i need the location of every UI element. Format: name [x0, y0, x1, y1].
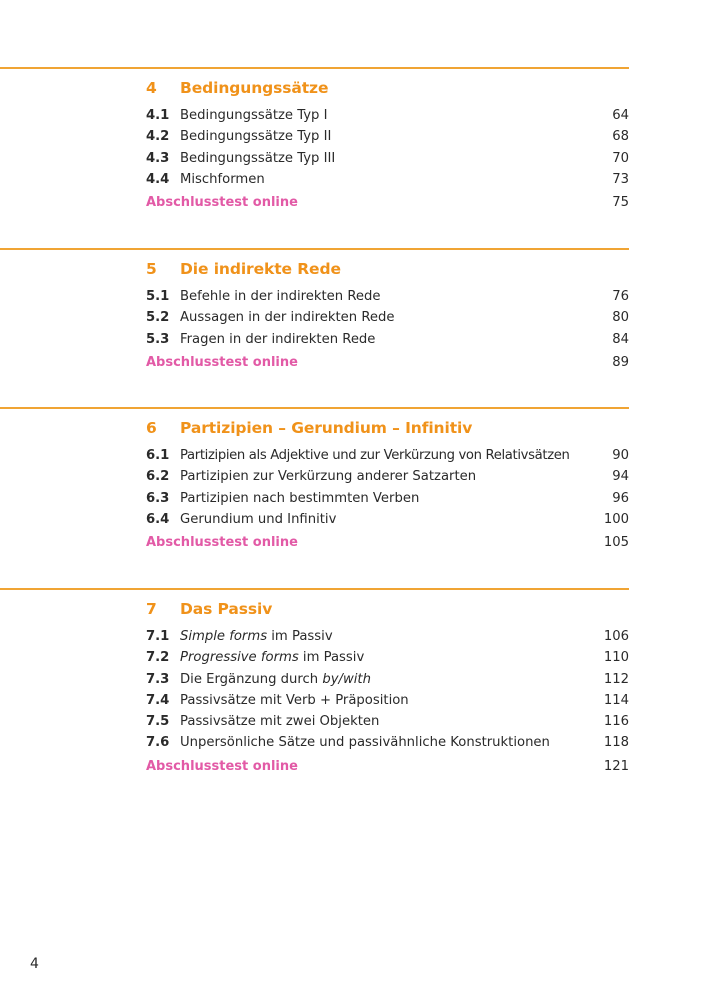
page-ref: 94 [612, 469, 629, 485]
chapter-title[interactable]: Die indirekte Rede [180, 260, 341, 278]
section-number: 6.1 [146, 448, 170, 463]
section-title: Fragen in der indirekten Rede [180, 331, 376, 347]
section-title-emphasis: Simple forms [180, 629, 268, 644]
chapter-title[interactable]: Partizipien – Gerundium – Infinitiv [180, 419, 473, 437]
section-title-emphasis: Progressive forms [180, 650, 299, 666]
final-test-label: Abschlusstest online [146, 354, 298, 370]
chapter-6 [0, 407, 629, 554]
toc-entry[interactable] [0, 105, 629, 126]
section-title: Gerundium und Infinitiv [180, 511, 337, 527]
page-number: 4 [30, 956, 39, 972]
page-ref: 106 [603, 629, 629, 644]
page-ref: 64 [612, 108, 629, 123]
page-ref: 105 [603, 535, 629, 551]
chapter-number: 6 [146, 419, 157, 437]
toc-entry[interactable] [0, 647, 629, 668]
page-ref: 70 [612, 150, 629, 166]
toc-entry[interactable] [0, 445, 629, 466]
section-title: Befehle in der indirekten Rede [180, 289, 381, 304]
page-ref: 80 [612, 310, 629, 326]
section-title: Unpersönliche Sätze und passivähnliche Konstruktionen [180, 735, 550, 751]
section-title: Passivsätze mit zwei Objekten [180, 714, 380, 730]
section-title: Aussagen in der indirekten Rede [180, 310, 395, 326]
page-ref: 73 [612, 171, 629, 187]
section-number: 7.5 [146, 714, 170, 730]
page-ref: 84 [612, 331, 629, 347]
section-title [180, 626, 333, 647]
chapter-heading [0, 600, 629, 626]
section-title [180, 647, 364, 668]
page-ref: 89 [612, 354, 629, 370]
toc-entry[interactable] [0, 466, 629, 487]
toc-entry[interactable] [0, 711, 629, 732]
toc-entry[interactable] [0, 148, 629, 169]
section-title: Partizipien zur Verkürzung anderer Satzarten [180, 469, 477, 485]
section-number: 4.4 [146, 171, 170, 187]
page-ref: 90 [612, 448, 629, 463]
chapter-number: 4 [146, 79, 157, 97]
toc-entry[interactable] [0, 488, 629, 509]
page-ref: 112 [603, 671, 629, 687]
section-title-rest: im Passiv [298, 650, 365, 666]
page-ref: 76 [612, 289, 629, 304]
final-test-label: Abschlusstest online [146, 195, 298, 211]
section-title-prefix: Die Ergänzung durch [180, 671, 323, 687]
section-title: Bedingungssätze Typ I [180, 108, 328, 123]
section-title: Bedingungssätze Typ III [180, 150, 336, 166]
page-ref: 116 [603, 714, 629, 730]
chapter-divider [0, 67, 629, 69]
chapter-divider [0, 588, 629, 590]
toc-entry[interactable] [0, 169, 629, 190]
chapter-divider [0, 248, 629, 250]
chapter-heading [0, 260, 629, 286]
section-number: 5.2 [146, 310, 170, 326]
chapter-title[interactable]: Das Passiv [180, 600, 273, 618]
section-number: 4.3 [146, 150, 170, 166]
toc-entry[interactable] [0, 690, 629, 711]
page-ref: 68 [612, 129, 629, 145]
final-test-label: Abschlusstest online [146, 758, 298, 774]
toc-entry[interactable] [0, 329, 629, 350]
page-ref: 100 [603, 511, 629, 527]
toc-entry[interactable] [0, 669, 629, 690]
final-test-link[interactable] [0, 532, 629, 554]
section-title [180, 669, 371, 690]
section-number: 7.4 [146, 692, 170, 708]
page-ref: 110 [603, 650, 629, 666]
section-title: Partizipien nach bestimmten Verben [180, 490, 420, 506]
chapter-4 [0, 67, 629, 214]
chapter-number: 7 [146, 600, 157, 618]
chapter-7 [0, 588, 629, 778]
toc-entry[interactable] [0, 126, 629, 147]
toc-entry[interactable] [0, 307, 629, 328]
chapter-title[interactable]: Bedingungssätze [180, 79, 329, 97]
chapter-divider [0, 407, 629, 409]
toc-entry[interactable] [0, 626, 629, 647]
section-number: 4.2 [146, 129, 170, 145]
section-number: 5.1 [146, 289, 170, 304]
section-title-rest: im Passiv [267, 629, 333, 644]
chapter-number: 5 [146, 260, 157, 278]
section-title-emphasis: by/with [322, 671, 371, 687]
chapter-5 [0, 248, 629, 374]
section-title: Partizipien als Adjektive und zur Verkürzung von Relativsätzen [180, 448, 570, 463]
chapter-heading [0, 419, 629, 445]
page-ref: 121 [603, 758, 629, 774]
section-number: 4.1 [146, 108, 170, 123]
section-title: Passivsätze mit Verb + Präposition [180, 692, 409, 708]
final-test-link[interactable] [0, 192, 629, 214]
section-number: 5.3 [146, 331, 170, 347]
final-test-label: Abschlusstest online [146, 535, 298, 551]
section-number: 6.3 [146, 490, 170, 506]
section-title: Mischformen [180, 171, 265, 187]
section-number: 7.6 [146, 735, 170, 751]
toc-entry[interactable] [0, 509, 629, 530]
page-ref: 118 [603, 735, 629, 751]
section-number: 6.2 [146, 469, 170, 485]
page-ref: 114 [603, 692, 629, 708]
page-ref: 96 [612, 490, 629, 506]
page-ref: 75 [612, 195, 629, 211]
section-number: 7.1 [146, 629, 170, 644]
chapter-heading [0, 79, 629, 105]
final-test-link[interactable] [0, 352, 629, 374]
final-test-link[interactable] [0, 756, 629, 778]
section-number: 7.3 [146, 671, 170, 687]
toc-entry[interactable] [0, 286, 629, 307]
toc-entry[interactable] [0, 732, 629, 753]
section-title: Bedingungssätze Typ II [180, 129, 332, 145]
section-number: 7.2 [146, 650, 170, 666]
section-number: 6.4 [146, 511, 170, 527]
